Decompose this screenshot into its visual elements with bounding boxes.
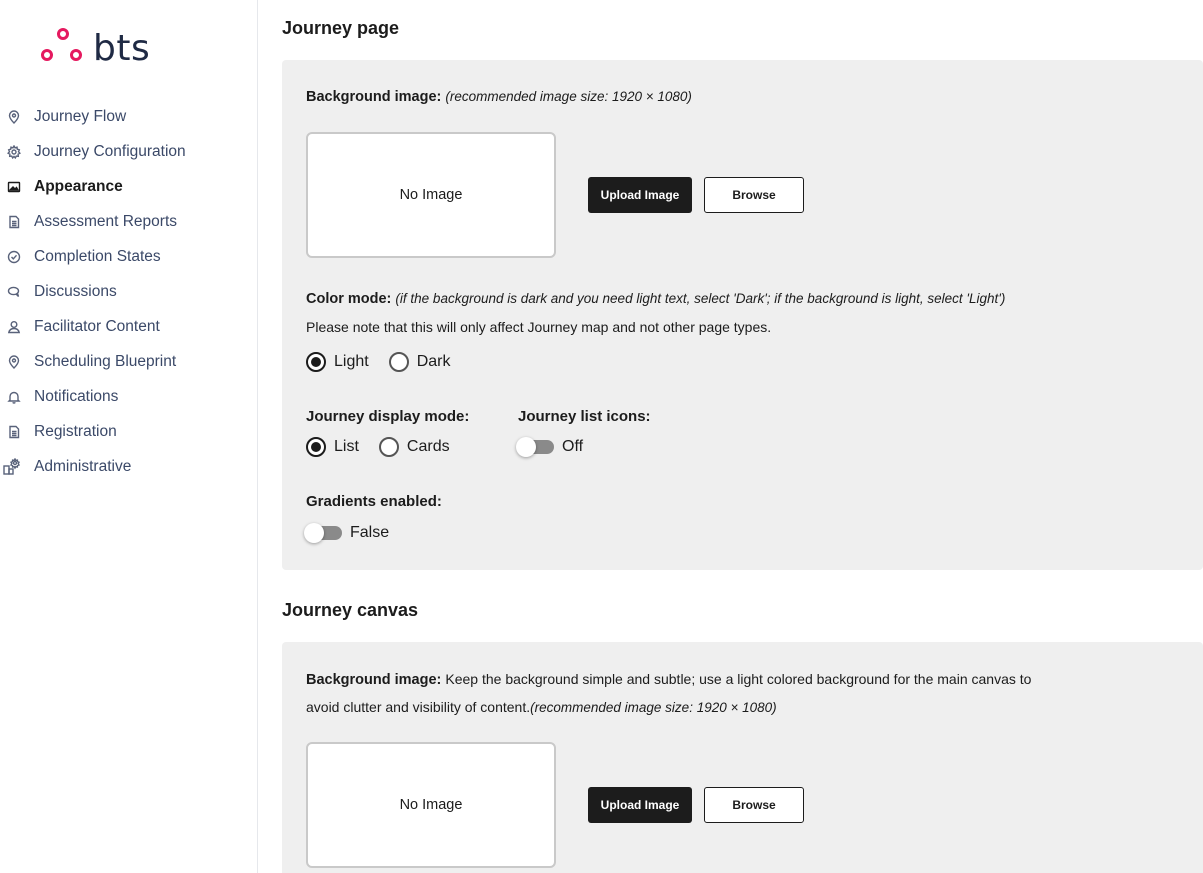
radio-checked-icon: [306, 352, 326, 372]
sidebar-item-label: Administrative: [34, 457, 132, 475]
canvas-background-desc-line-2: [306, 699, 777, 715]
display-mode-cards-radio[interactable]: [379, 437, 450, 457]
sidebar-item-discussions[interactable]: [0, 274, 258, 309]
canvas-upload-image-button[interactable]: Upload Image: [588, 787, 692, 823]
canvas-background-preview: No Image: [306, 742, 556, 868]
color-mode-light-radio[interactable]: [306, 352, 369, 372]
sidebar-item-appearance[interactable]: [0, 169, 258, 204]
sidebar: [0, 0, 258, 873]
document-icon: [0, 215, 34, 229]
sidebar-item-scheduling-blueprint[interactable]: [0, 344, 258, 379]
sidebar-item-label: Appearance: [34, 177, 123, 195]
display-mode-list-radio[interactable]: [306, 437, 359, 457]
background-image-hint: (recommended image size: 1920 × 1080): [445, 89, 692, 104]
sidebar-nav: [0, 99, 258, 484]
toggle-knob: [516, 437, 536, 457]
sidebar-item-notifications[interactable]: [0, 379, 258, 414]
canvas-background-label: [306, 671, 1031, 688]
journey-canvas-title: Journey canvas: [282, 600, 419, 620]
gradients-label: Gradients enabled:: [306, 493, 442, 510]
check-circle-icon: [0, 250, 34, 264]
background-image-preview: No Image: [306, 132, 556, 258]
canvas-background-hint: (recommended image size: 1920 × 1080): [530, 700, 777, 715]
list-icons-value: Off: [562, 438, 584, 455]
canvas-background-heading: Background image:: [306, 672, 442, 688]
browse-button[interactable]: Browse: [704, 177, 804, 213]
map-pin-icon: [0, 355, 34, 369]
color-mode-hint: (if the background is dark and you need light text, select 'Dark'; if the background is light, select 'Light'): [395, 291, 1006, 306]
bell-icon: [0, 390, 34, 404]
logo-text: bts: [93, 28, 151, 69]
journey-page-title: Journey page: [282, 18, 400, 38]
upload-image-button[interactable]: Upload Image: [588, 177, 692, 213]
color-mode-radio-group: [306, 352, 470, 372]
sidebar-item-label: Scheduling Blueprint: [34, 352, 177, 370]
bts-logo[interactable]: [40, 26, 150, 69]
color-mode-label: [306, 291, 1005, 307]
color-mode-note: Please note that this will only affect Journey map and not other page types.: [306, 319, 772, 335]
background-image-heading: Background image:: [306, 89, 442, 105]
chat-icon: [0, 285, 34, 299]
main-content: [282, 0, 1203, 873]
sidebar-item-label: Discussions: [34, 282, 117, 300]
journey-canvas-panel: [282, 642, 1203, 873]
admin-gear-icon: [0, 458, 34, 476]
sidebar-item-facilitator-content[interactable]: [0, 309, 258, 344]
radio-label: Dark: [416, 353, 451, 370]
radio-unchecked-icon: [379, 437, 399, 457]
gradients-value: False: [350, 524, 390, 541]
radio-checked-icon: [306, 437, 326, 457]
list-icons-label: Journey list icons:: [518, 408, 651, 425]
user-icon: [0, 320, 34, 334]
list-icons-toggle[interactable]: [518, 438, 583, 456]
sidebar-item-completion-states[interactable]: [0, 239, 258, 274]
sidebar-item-label: Registration: [34, 422, 117, 440]
image-icon: [0, 180, 34, 194]
sidebar-item-label: Facilitator Content: [34, 317, 160, 335]
sidebar-item-journey-flow[interactable]: [0, 99, 258, 134]
radio-label: List: [334, 438, 359, 455]
canvas-browse-button[interactable]: Browse: [704, 787, 804, 823]
canvas-background-desc-2: avoid clutter and visibility of content.: [306, 699, 531, 715]
toggle-knob: [304, 523, 324, 543]
sidebar-item-registration[interactable]: [0, 414, 258, 449]
document-icon: [0, 425, 34, 439]
sidebar-item-label: Assessment Reports: [34, 212, 177, 230]
sidebar-item-label: Notifications: [34, 387, 119, 405]
map-pin-icon: [0, 110, 34, 124]
logo-mark-icon: [40, 27, 88, 69]
toggle-track: [306, 526, 342, 540]
sidebar-item-label: Journey Flow: [34, 107, 127, 125]
color-mode-dark-radio[interactable]: [389, 352, 451, 372]
canvas-background-desc-1: Keep the background simple and subtle; use a light colored background for the main canvas to: [445, 671, 1032, 687]
sidebar-item-journey-configuration[interactable]: [0, 134, 258, 169]
gear-icon: [0, 145, 34, 159]
sidebar-item-administrative[interactable]: [0, 449, 258, 484]
color-mode-heading: Color mode:: [306, 291, 392, 307]
gradients-toggle[interactable]: [306, 524, 389, 542]
radio-unchecked-icon: [389, 352, 409, 372]
radio-label: Light: [334, 353, 369, 370]
sidebar-item-label: Completion States: [34, 247, 161, 265]
background-image-label: [306, 89, 692, 105]
toggle-track: [518, 440, 554, 454]
radio-label: Cards: [406, 438, 450, 455]
display-mode-label: Journey display mode:: [306, 408, 470, 425]
journey-page-panel: [282, 60, 1203, 570]
sidebar-item-assessment-reports[interactable]: [0, 204, 258, 239]
sidebar-item-label: Journey Configuration: [34, 142, 186, 160]
display-mode-radio-group: [306, 437, 470, 457]
